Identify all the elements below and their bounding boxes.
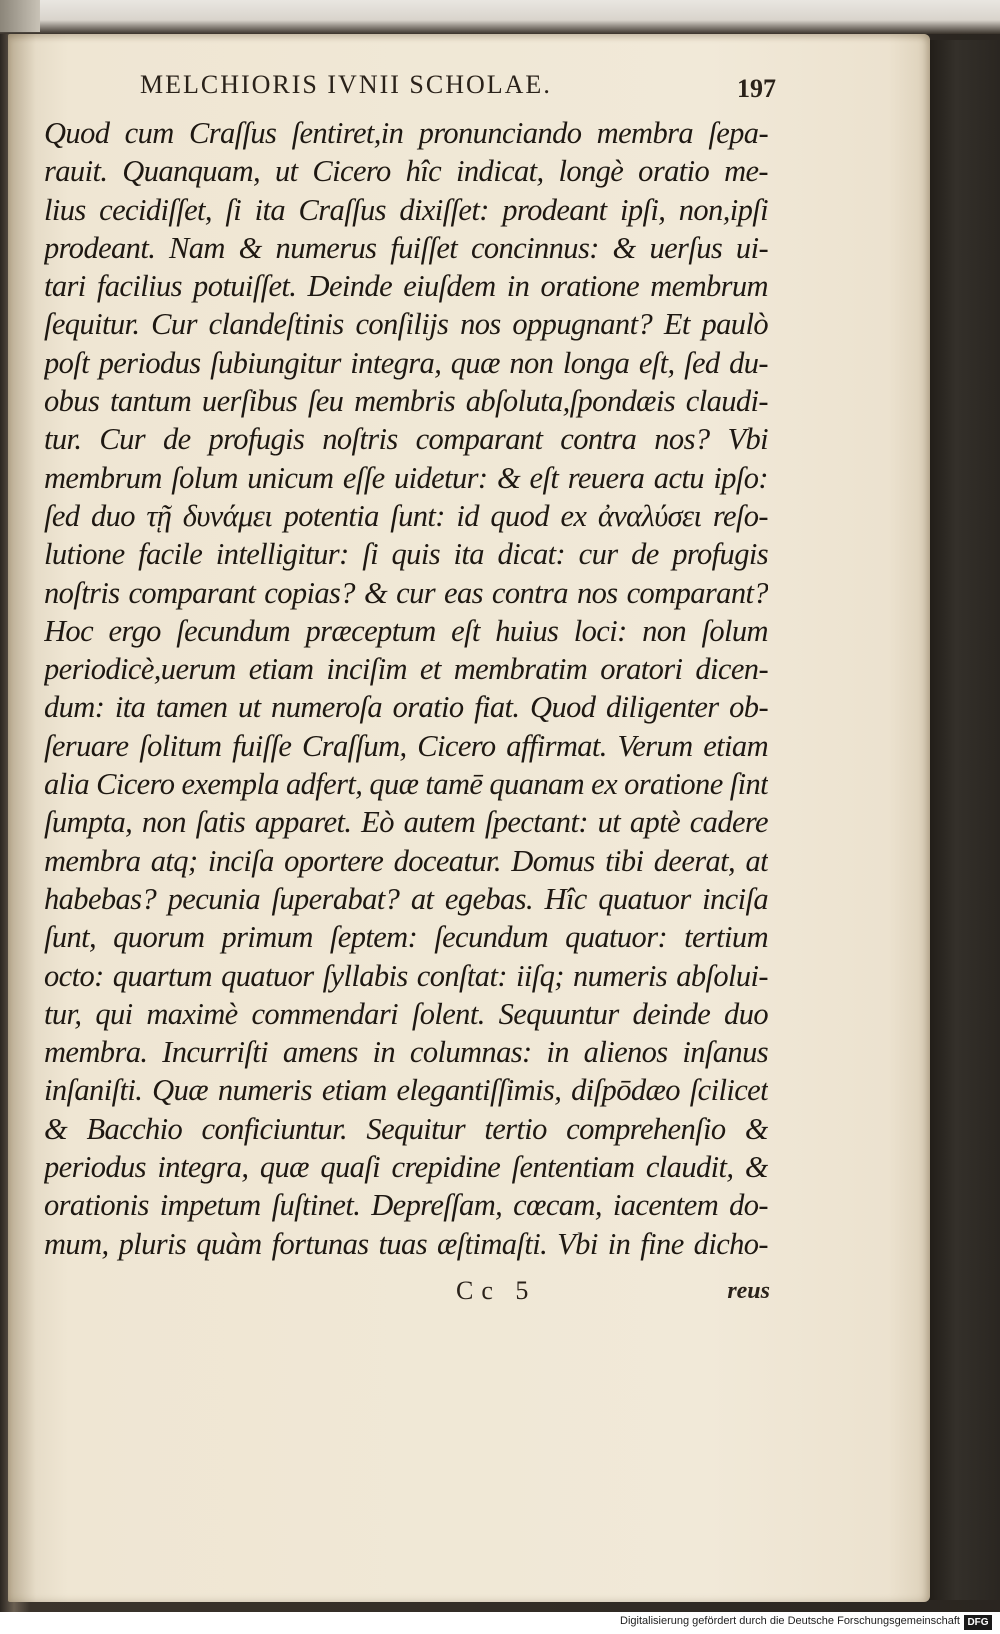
scan-top-strip — [0, 0, 1000, 34]
book-spine-edge — [0, 0, 40, 32]
digitization-credit: Digitalisierung gefördert durch die Deutsche Forschungsgemeinschaft — [620, 1615, 960, 1627]
text-line: rauit. Quanquam, ut Cicero hîc indicat, longè oratio me- — [44, 154, 768, 189]
running-head: MELCHIORIS IVNII SCHOLAE. — [140, 70, 552, 99]
text-line: Quod cum Craſſus ſentiret,in pronunciando membra ſepa- — [44, 116, 768, 150]
text-line: octo: quartum quatuor ſyllabis conſtat: iiſq; numeris abſolui- — [44, 958, 768, 993]
text-line: periodicè,uerum etiam inciſim et membratim oratori dicen- — [44, 652, 768, 687]
text-line: tur. Cur de profugis noſtris comparant contra nos? Vbi — [44, 422, 768, 457]
text-line: poſt periodus ſubiungitur integra, quæ non longa eſt, ſed du- — [44, 345, 768, 380]
text-line: ſunt, quorum primum ſeptem: ſecundum quatuor: tertium — [44, 920, 768, 955]
text-line: noſtris comparant copias? & cur eas contra nos comparant? — [44, 575, 768, 610]
page-number: 197 — [737, 74, 776, 103]
text-line: prodeant. Nam & numerus fuiſſet concinnus: & uerſus ui- — [44, 230, 768, 265]
text-line: tur, qui maximè commendari ſolent. Sequuntur deinde duo — [44, 996, 768, 1031]
text-line: ſed duo τῇ δυνάμει potentia ſunt: id quod ex ἀναλύσει reſo- — [44, 498, 768, 533]
text-line: inſaniſti. Quæ numeris etiam elegantiſſimis, diſpōdæo ſcilicet — [44, 1073, 768, 1108]
text-line: lutione facile intelligitur: ſi quis ita dicat: cur de profugis — [44, 537, 768, 572]
text-line: lius cecidiſſet, ſi ita Craſſus dixiſſet: prodeant ipſi, non,ipſi — [44, 192, 768, 227]
text-line: tari facilius potuiſſet. Deinde eiuſdem in oratione membrum — [44, 269, 768, 304]
text-line: habebas? pecunia ſuperabat? at egebas. Hîc quatuor inciſa — [44, 881, 768, 916]
text-line: membrum ſolum unicum eſſe uidetur: & eſt reuera actu ipſo: — [44, 460, 768, 495]
text-line: membra. Incurriſti amens in columnas: in alienos inſanus — [44, 1035, 768, 1070]
text-line: obus tantum uerſibus ſeu membris abſoluta,ſpondæis claudi- — [44, 384, 768, 419]
text-line: ſumpta, non ſatis apparet. Eò autem ſpectant: ut aptè cadere — [44, 805, 768, 840]
signature-mark: Cc 5 — [456, 1276, 537, 1305]
text-line: & Bacchio conficiuntur. Sequitur tertio comprehenſio & — [44, 1111, 768, 1146]
dfg-logo-icon: DFG — [964, 1615, 992, 1630]
text-line: ſequitur. Cur clandeſtinis conſilijs nos oppugnant? Et paulò — [44, 307, 768, 342]
text-line: ſeruare ſolitum fuiſſe Craſſum, Cicero affirmat. Verum etiam — [44, 728, 768, 763]
page-edge-shadow — [926, 40, 1000, 1600]
text-line: alia Cicero exempla adfert, quæ tamē quanam ex oratione ſint — [44, 767, 768, 802]
body-text — [44, 114, 768, 1263]
text-line: Hoc ergo ſecundum præceptum eſt huius loci: non ſolum — [44, 613, 768, 648]
text-line: mum, pluris quàm fortunas tuas æſtimaſti. Vbi in fine dicho- — [44, 1226, 768, 1261]
text-line: orationis impetum ſuſtinet. Depreſſam, cœcam, iacentem do- — [44, 1188, 768, 1223]
catchword: reus — [727, 1278, 770, 1304]
text-line: dum: ita tamen ut numeroſa oratio fiat. Quod diligenter ob- — [44, 690, 768, 725]
text-line: periodus integra, quæ quaſi crepidine ſententiam claudit, & — [44, 1150, 768, 1185]
text-line: membra atq; inciſa oportere doceatur. Domus tibi deerat, at — [44, 843, 768, 878]
